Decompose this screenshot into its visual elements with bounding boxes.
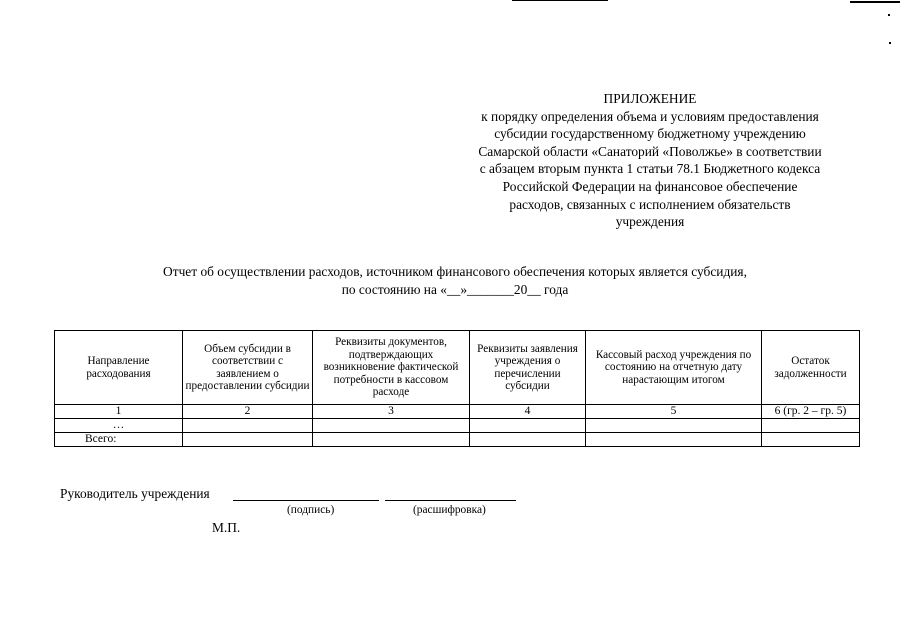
appendix-line: к порядку определения объема и условиям предоставления (481, 108, 819, 124)
column-number: 5 (586, 405, 762, 419)
table-cell (762, 419, 860, 433)
scan-artifact (888, 14, 890, 16)
report-title (60, 263, 850, 299)
column-header: Кассовый расход учреждения по состоянию на отчетную дату нарастающим итогом (586, 331, 762, 405)
appendix-line: субсидии государственному бюджетному учреждению (494, 126, 806, 142)
scan-artifact (889, 42, 891, 44)
report-table (54, 330, 860, 447)
appendix-line: Самарской области «Санаторий «Поволжье» в соответствии (478, 143, 822, 159)
table-cell (313, 419, 470, 433)
signature-caption: (подпись) (287, 504, 335, 516)
appendix-line: учреждения (615, 214, 685, 230)
table-cell (762, 433, 860, 447)
appendix-line: с абзацем вторым пункта 1 статьи 78.1 Бюджетного кодекса (479, 161, 821, 177)
table-cell (470, 433, 586, 447)
column-number: 6 (гр. 2 – гр. 5) (762, 405, 860, 419)
stamp-label: М.П. (212, 520, 241, 535)
table-cell (313, 433, 470, 447)
column-header: Реквизиты документов, подтверждающих возникновение фактической потребности в кассовом расходе (313, 331, 470, 405)
scan-artifact (512, 0, 608, 1)
table-cell (586, 419, 762, 433)
decode-line (385, 500, 516, 501)
table-row-total (55, 433, 860, 447)
table-row-ellipsis (55, 419, 860, 433)
ellipsis-cell: … (55, 419, 183, 433)
table-cell (586, 433, 762, 447)
decode-caption: (расшифровка) (413, 504, 486, 516)
signature-line (233, 500, 379, 501)
table-row-numbers (55, 405, 860, 419)
column-header: Остаток задолженности (762, 331, 860, 405)
appendix-block (440, 90, 860, 231)
total-label: Всего: (55, 433, 183, 447)
column-header: Направление расходования (55, 331, 183, 405)
table-header-row (55, 331, 860, 405)
table-cell (470, 419, 586, 433)
table-cell (183, 419, 313, 433)
column-header: Объем субсидии в соответствии с заявлением о предоставлении субсидии (183, 331, 313, 405)
signature-label: Руководитель учреждения (60, 486, 210, 501)
appendix-line: Российской Федерации на финансовое обеспечение (502, 178, 798, 194)
column-header: Реквизиты заявления учреждения о перечислении субсидии (470, 331, 586, 405)
column-number: 1 (55, 405, 183, 419)
column-number: 3 (313, 405, 470, 419)
column-number: 4 (470, 405, 586, 419)
appendix-title: ПРИЛОЖЕНИЕ (603, 91, 697, 106)
column-number: 2 (183, 405, 313, 419)
report-title-line1: Отчет об осуществлении расходов, источником финансового обеспечения которых является субсидия, (163, 264, 747, 279)
scan-artifact (850, 1, 900, 3)
table-cell (183, 433, 313, 447)
report-title-line2: по состоянию на «__»_______20__ года (341, 282, 569, 297)
appendix-line: расходов, связанных с исполнением обязательств (509, 196, 791, 212)
